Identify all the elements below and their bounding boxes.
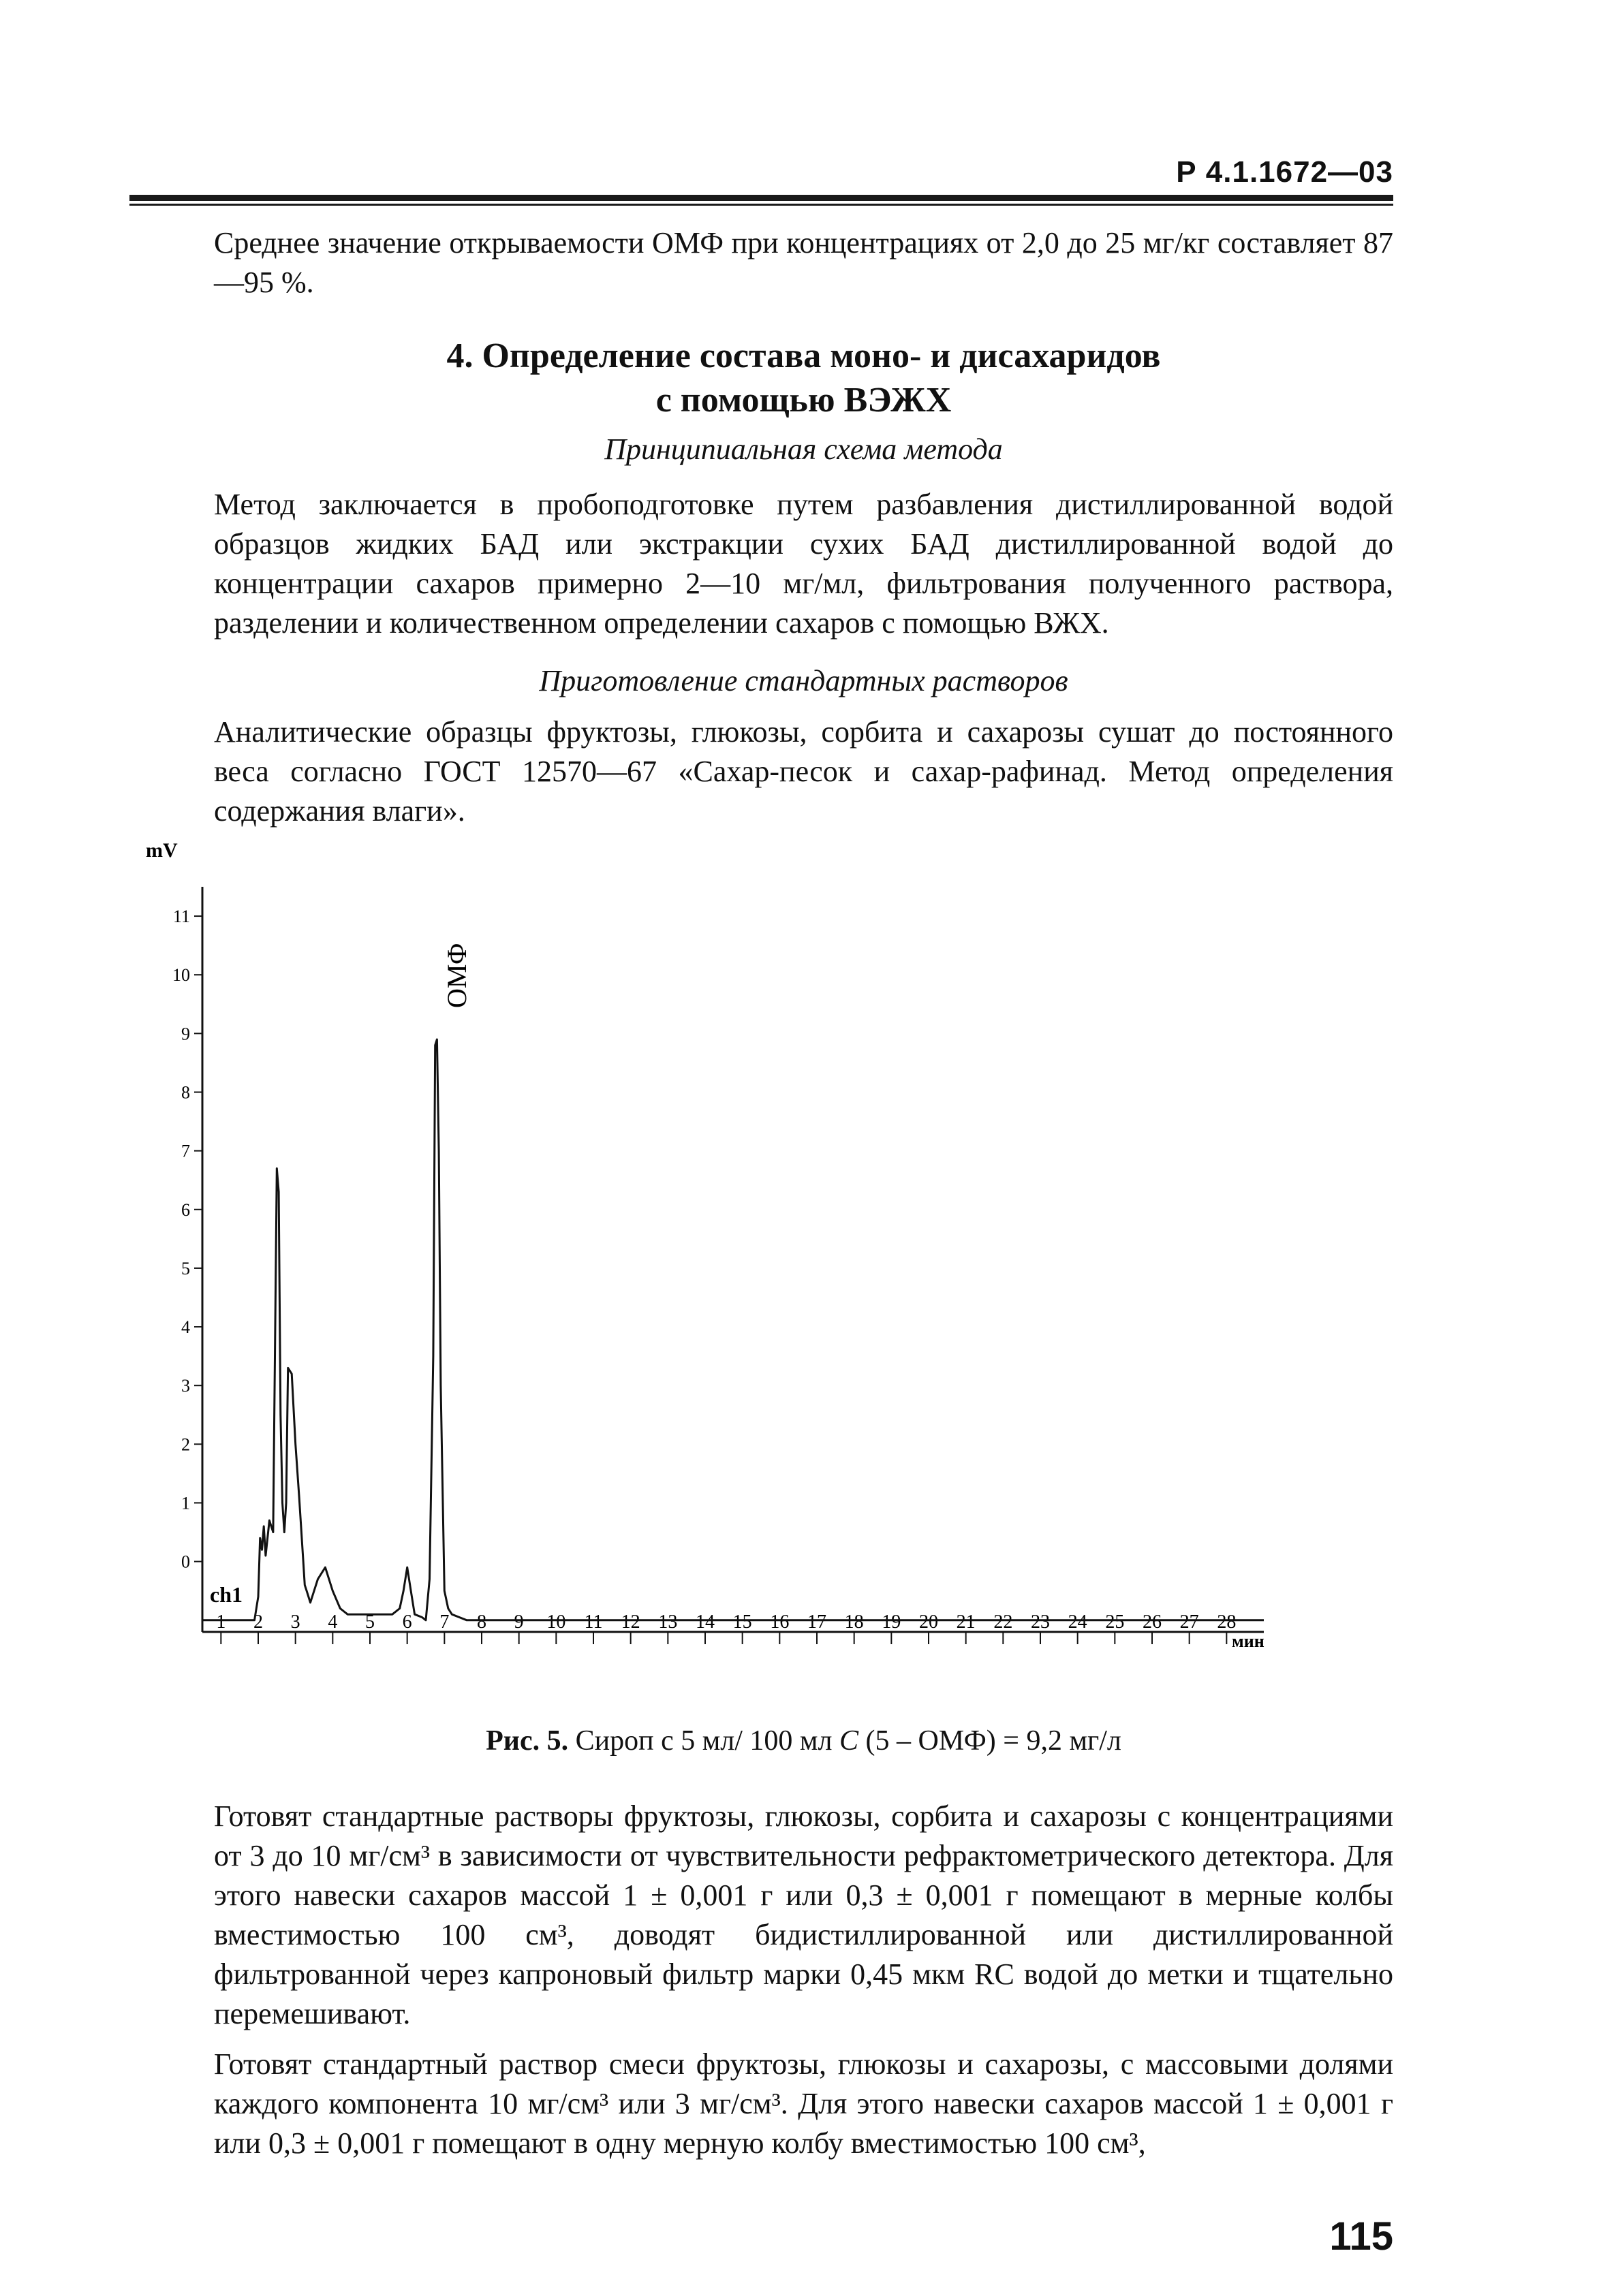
section-title-line1: 4. Определение состава моно- и дисахаридов (446, 336, 1161, 375)
standards-solutions-paragraph: Готовят стандартные растворы фруктозы, глюкозы, сорбита и сахарозы с концентрациями от 3 до 10 мг/см³ в зависимости от чувствительности рефрактометрического детектора. Для этого навески сахаров массой 1 ± 0,001 г или 0,3 ± 0,001 г помещают в мерные колбы вместимостью 100 см³, доводят бидистиллированной или дистиллированной фильтрованной через капроновый фильтр марки 0,45 мкм RC водой до метки и тщательно перемешивают. (214, 1799, 1393, 2030)
x-tick-label: 5 (365, 1611, 375, 1633)
chromatogram-trace (202, 1039, 1264, 1620)
x-tick-label: 28 (1217, 1611, 1237, 1633)
x-tick-label: 25 (1105, 1611, 1125, 1633)
page-number: 115 (1329, 2214, 1393, 2259)
method-paragraph: Метод заключается в пробоподготовке путем разбавления дистиллированной водой образцов жидких БАД или экстракции сухих БАД дистиллированной водой до концентрации сахаров примерно 2—10 мг/мл, фильтрования полученного раствора, разделении и количественном определении сахаров с помощью ВЖХ. (214, 488, 1393, 640)
x-tick-label: 12 (621, 1611, 640, 1633)
x-tick-label: 4 (328, 1611, 338, 1633)
x-tick-label: 19 (882, 1611, 901, 1633)
x-tick-label: 17 (807, 1611, 826, 1633)
y-tick-label: 5 (181, 1258, 190, 1278)
caption-prefix: Рис. 5. (486, 1725, 569, 1757)
y-tick-label: 2 (181, 1434, 190, 1455)
peak-label: ОМФ (441, 943, 472, 1008)
x-tick-label: 18 (844, 1611, 864, 1633)
x-tick-label: 11 (584, 1611, 603, 1633)
x-tick-label: 6 (402, 1611, 412, 1633)
x-tick-label: 16 (770, 1611, 790, 1633)
x-tick-label: 13 (658, 1611, 678, 1633)
intro-paragraph: Среднее значение открываемости ОМФ при концентрациях от 2,0 до 25 мг/кг составляет 87—95 %. (214, 226, 1393, 299)
x-tick-label: 9 (514, 1611, 524, 1633)
x-tick-label: 26 (1143, 1611, 1162, 1633)
x-tick-label: 27 (1179, 1611, 1199, 1633)
x-tick-label: 20 (919, 1611, 938, 1633)
y-tick-label: 6 (181, 1199, 190, 1220)
standards-paragraph: Аналитические образцы фруктозы, глюкозы, сорбита и сахарозы сушат до постоянного веса согласно ГОСТ 12570—67 «Сахар-песок и сахар-рафинад. Метод определения содержания влаги». (214, 715, 1393, 828)
x-tick-label: 1 (216, 1611, 226, 1633)
standards-subtitle: Приготовление стандартных растворов (539, 664, 1068, 697)
mixture-paragraph: Готовят стандартный раствор смеси фруктозы, глюкозы и сахарозы, с массовыми долями каждого компонента 10 мг/см³ или 3 мг/см³. Для этого навески сахаров массой 1 ± 0,001 г или 0,3 ± 0,001 г помещают в одну мерную колбу вместимостью 100 см³, (214, 2047, 1393, 2160)
x-axis-label: мин (1232, 1631, 1264, 1651)
caption-variable: C (839, 1725, 858, 1757)
y-tick-label: 3 (181, 1376, 190, 1396)
x-tick-label: 8 (477, 1611, 486, 1633)
x-tick-label: 10 (546, 1611, 566, 1633)
x-tick-label: 14 (696, 1611, 715, 1633)
section-title-line2: с помощью ВЭЖХ (655, 381, 952, 420)
x-tick-label: 7 (439, 1611, 450, 1633)
channel-label: ch1 (210, 1582, 243, 1607)
y-tick-label: 10 (172, 965, 190, 986)
caption-text: Сироп с 5 мл/ 100 мл (568, 1725, 839, 1757)
method-subtitle: Принципиальная схема метода (604, 433, 1003, 466)
x-tick-label: 15 (732, 1611, 752, 1633)
y-tick-label: 9 (181, 1024, 190, 1044)
x-tick-label: 24 (1068, 1611, 1087, 1633)
x-tick-label: 22 (993, 1611, 1013, 1633)
y-tick-label: 0 (181, 1552, 190, 1572)
y-tick-label: 4 (181, 1317, 190, 1338)
figure-caption (214, 1722, 1393, 1760)
y-axis-label: mV (146, 839, 178, 862)
x-tick-label: 2 (253, 1611, 263, 1633)
y-tick-label: 8 (181, 1082, 190, 1103)
y-tick-label: 7 (181, 1141, 190, 1161)
caption-suffix: (5 – ОМФ) = 9,2 мг/л (858, 1725, 1121, 1757)
y-tick-label: 1 (181, 1493, 190, 1513)
y-tick-label: 11 (172, 907, 190, 927)
x-tick-label: 3 (290, 1611, 300, 1633)
doc-code: Р 4.1.1672—03 (1176, 155, 1393, 189)
x-tick-label: 23 (1031, 1611, 1050, 1633)
x-tick-label: 21 (956, 1611, 976, 1633)
